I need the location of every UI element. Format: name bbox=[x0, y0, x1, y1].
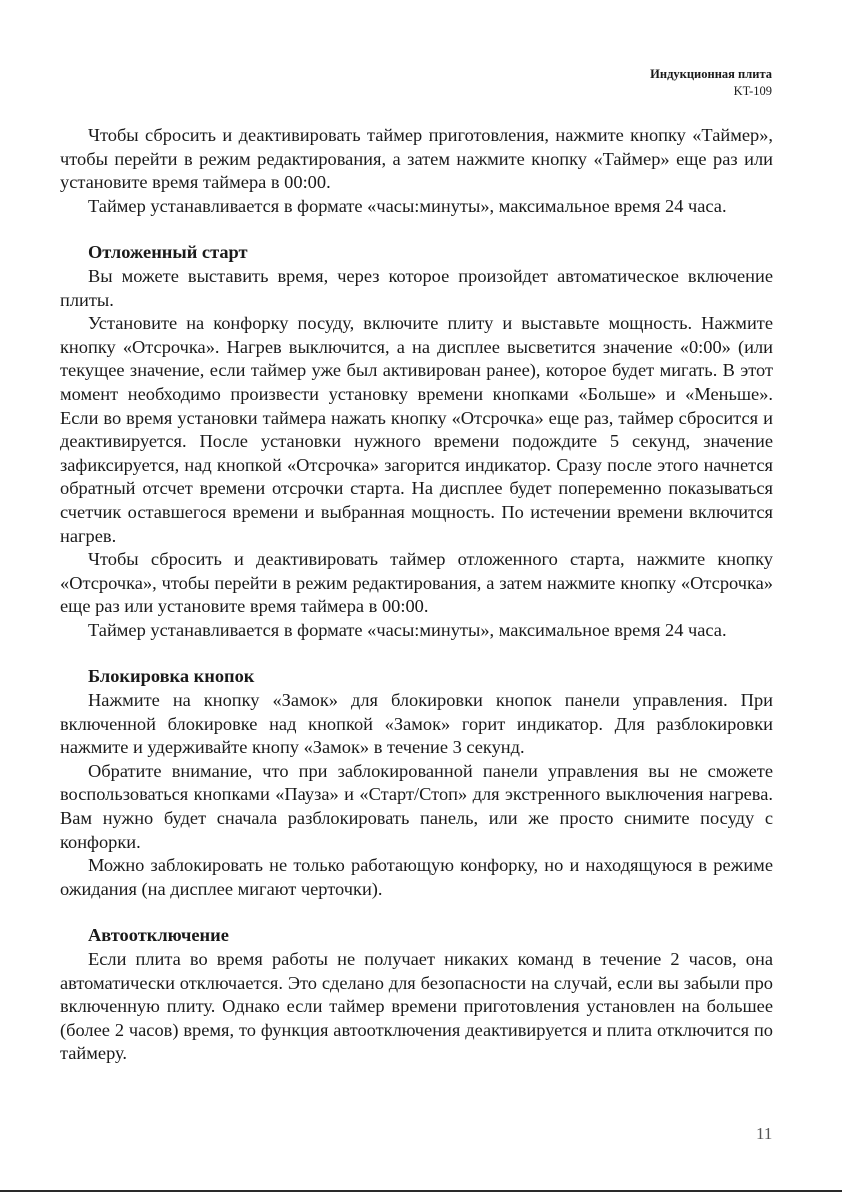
key-lock-heading: Блокировка кнопок bbox=[88, 666, 255, 687]
intro-paragraph-1: Чтобы сбросить и деактивировать таймер приготовления, нажмите кнопку «Таймер», чтобы перейти в режим редактирования, а затем нажмите кнопку «Таймер» еще раз или установите время таймера в 00:00. bbox=[60, 125, 773, 193]
header-model: KT-109 bbox=[733, 84, 772, 98]
delayed-start-paragraph-4: Таймер устанавливается в формате «часы:минуты», максимальное время 24 часа. bbox=[88, 619, 727, 640]
delayed-start-paragraph-1: Вы можете выставить время, через которое произойдет автоматическое включение плиты. bbox=[60, 265, 773, 310]
delayed-start-paragraph-3: Чтобы сбросить и деактивировать таймер отложенного старта, нажмите кнопку «Отсрочка», чтобы перейти в режим редактирования, а затем нажмите кнопку «Отсрочка» еще раз или установите время таймера в 00:00. bbox=[60, 549, 773, 617]
key-lock-paragraph-3: Можно заблокировать не только работающую конфорку, но и находящуюся в режиме ожидания (на дисплее мигают черточки). bbox=[60, 855, 773, 899]
delayed-start-section bbox=[60, 241, 773, 642]
key-lock-paragraph-1: Нажмите на кнопку «Замок» для блокировки кнопок панели управления. При включенной блокировке над кнопкой «Замок» горит индикатор. Для разблокировки нажмите и удерживайте кнопу «Замок» в течение 3 секунд. bbox=[60, 690, 773, 758]
page-number: 11 bbox=[756, 1124, 773, 1143]
auto-off-paragraph-1: Если плита во время работы не получает никаких команд в течение 2 часов, она автоматически отключается. Это сделано для безопасности на случай, если вы забыли про включенную плиту. Однако если таймер времени приготовления установлен на большее (более 2 часов) время, то функция автоотключения деактивируется и плита отключится по таймеру. bbox=[60, 949, 773, 1064]
header-title: Индукционная плита bbox=[650, 67, 772, 81]
auto-off-heading: Автоотключение bbox=[88, 925, 229, 946]
auto-off-section bbox=[60, 924, 773, 1066]
bottom-divider bbox=[0, 1190, 842, 1192]
delayed-start-paragraph-2: Установите на конфорку посуду, включите плиту и выставьте мощность. Нажмите кнопку «Отсрочка». Нагрев выключится, а на дисплее высветится значение «0:00» (или текущее значение, если таймер уже был активирован ранее), которое будет мигать. В этот момент необходимо произвести установку времени кнопками «Больше» и «Меньше». Если во время установки таймера нажать кнопку «Отсрочка» еще раз, таймер сбросится и деактивируется. После установки нужного времени подождите 5 секунд, значение зафиксируется, над кнопкой «Отсрочка» загорится индикатор. Сразу после этого начнется обратный отсчет времени отсрочки старта. На дисплее будет попеременно показываться счетчик оставшегося времени и выбранная мощность. По истечении времени включится нагрев. bbox=[60, 313, 773, 546]
key-lock-section bbox=[60, 665, 773, 901]
delayed-start-heading: Отложенный старт bbox=[88, 242, 248, 263]
key-lock-paragraph-2: Обратите внимание, что при заблокированной панели управления вы не сможете воспользоваться кнопками «Пауза» и «Старт/Стоп» для экстренного выключения нагрева. Вам нужно будет сначала разблокировать панель, или же просто снимите посуду с конфорки. bbox=[60, 760, 773, 852]
running-header bbox=[650, 66, 772, 100]
intro-paragraph-2: Таймер устанавливается в формате «часы:минуты», максимальное время 24 часа. bbox=[88, 195, 727, 216]
intro-section bbox=[60, 124, 773, 218]
page-body bbox=[60, 124, 773, 1066]
